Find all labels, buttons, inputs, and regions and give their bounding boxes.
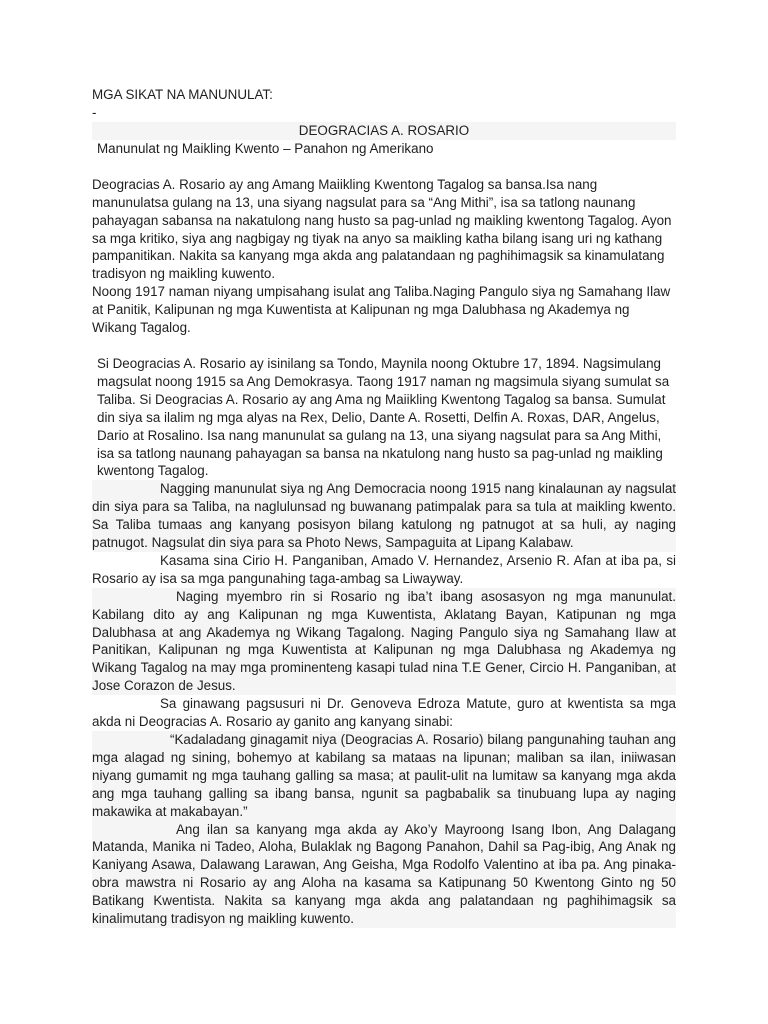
spacer xyxy=(92,158,676,176)
paragraph-3-text: Si Deogracias A. Rosario ay isinilang sa Tondo, Maynila noong Oktubre 17, 1894. Nagsimulang magsulat noong 1915 sa Ang Demokrasya. Taong 1917 naman ng magsimula siyang sumulat sa Taliba. Si Deogracias A. Rosario ay ang Ama ng Maiikling Kwentong Tagalog sa bansa. Sumulat din siya sa ilalim ng mga alyas na Rex, Delio, Dante A. Rosetti, Delfin A. Roxas, DAR, Angelus, Dario at Rosalino. Isa nang manunulat sa gulang na 13, una siyang nagsulat para sa Ang Mithi, isa sa tatlong naunang pahayagan sa bansa na nkatulong nang husto sa pag-unlad ng maikling kwentong Tagalog. xyxy=(97,355,670,479)
paragraph-9-text: Ang ilan sa kanyang mga akda ay Ako’y Mayroong Isang Ibon, Ang Dalagang Matanda, Manika ni Tadeo, Aloha, Bulaklak ng Bagong Panahon, Dahil sa Pag-ibig, Ang Anak ng Kaniyang Asawa, Dalawang Larawan, Ang Geisha, Mga Rodolfo Valentino at iba pa. Ang pinaka-obra mawstra ni Rosario ay ang Aloha na kasama sa Katipunang 50 Kwentong Ginto ng 50 Batikang Kwentista. Nakita sa kanyang mga akda ang palatandaan ng paghihimagsik sa kinalimutang tradisyon ng maikling kuwento. xyxy=(92,821,676,927)
dash-line: - xyxy=(92,104,97,120)
paragraph-1 xyxy=(92,176,676,283)
paragraph-6 xyxy=(92,588,676,695)
document-heading: MGA SIKAT NA MANUNULAT: xyxy=(92,87,273,102)
paragraph-8-text: “Kadaladang ginagamit niya (Deogracias A. Rosario) bilang pangunahing tauhan ang mga alagad ng sining, bohemyo at kabilang sa mataas na lipunan; maliban sa ilan, iniiwasan niyang gumamit ng mga tauhang galling sa masa; at paulit-ulit na lumitaw sa kanyang mga akda ang mga tauhang galling sa ibang bansa, ngunit sa pagbabalik sa tinubuang lupa ay naging makawika at makabayan.” xyxy=(92,732,676,819)
paragraph-1-text: Deogracias A. Rosario ay ang Amang Maiikling Kwentong Tagalog sa bansa.Isa nang manunulatsa gulang na 13, una siyang nagsulat para sa “Ang Mithi”, isa sa tatlong naunang pahayagan sabansa na nakatulong nang husto sa pag-unlad ng maikling kwentong Tagalog. Ayon sa mga kritiko, siya ang nagbigay ng tiyak na anyo sa maikling katha bilang isang uri ng kathang pampanitikan. Nakita sa kanyang mga akda ang palatandaan ng paghihimagsik sa kinamulatang tradisyon ng maikling kuwento. xyxy=(92,176,672,282)
paragraph-7 xyxy=(92,695,676,731)
document-page xyxy=(92,86,676,928)
paragraph-7-text: Sa ginawang pagsusuri ni Dr. Genoveva Edroza Matute, guro at kwentista sa mga akda ni Deogracias A. Rosario ay ganito ang kanyang sinabi: xyxy=(92,696,676,730)
paragraph-6-text: Naging myembro rin si Rosario ng iba’t ibang asosasyon ng mga manunulat. Kabilang dito ay ang Kalipunan ng mga Kuwentista, Aklatang Bayan, Katipunan ng mga Dalubhasa at ang Akademya ng Wikang Tagalong. Naging Pangulo siya ng Samahang Ilaw at Panitikan, Kalipunan ng mga Kuwentista at Kalipunan ng mga Dalubhasa ng Akademya ng Wikang Tagalog na may mga prominenteng kasapi tulad nina T.E Gener, Circio H. Panganiban, at Jose Corazon de Jesus. xyxy=(92,588,676,694)
paragraph-9 xyxy=(92,821,676,928)
document-subtitle: Manunulat ng Maikling Kwento – Panahon ng Amerikano xyxy=(97,140,434,156)
paragraph-4-text: Nagging manunulat siya ng Ang Democracia noong 1915 nang kinalaunan ay nagsulat din siya para sa Taliba, na naglulunsad ng buwanang patimpalak para sa tula at maikling kwento. Sa Taliba tumaas ang kanyang posisyon bilang katulong ng patnugot at sa huli, ay naging patnugot. Nagsulat din siya para sa Photo News, Sampaguita at Lipang Kalabaw. xyxy=(92,481,676,551)
spacer xyxy=(92,337,676,355)
paragraph-3 xyxy=(92,355,676,480)
paragraph-2 xyxy=(92,283,676,337)
paragraph-5 xyxy=(92,552,676,588)
paragraph-8-quote xyxy=(92,731,676,821)
paragraph-2-text: Noong 1917 naman niyang umpisahang isulat ang Taliba.Naging Pangulo siya ng Samahang Ilaw at Panitik, Kalipunan ng mga Kuwentista at Kalipunan ng mga Dalubhasa ng Akademya ng Wikang Tagalog. xyxy=(92,284,671,336)
paragraph-5-text: Kasama sina Cirio H. Panganiban, Amado V. Hernandez, Arsenio R. Afan at iba pa, si Rosario ay isa sa mga pangunahing taga-ambag sa Liwayway. xyxy=(92,552,676,586)
document-title: DEOGRACIAS A. ROSARIO xyxy=(92,122,676,140)
paragraph-4 xyxy=(92,480,676,552)
